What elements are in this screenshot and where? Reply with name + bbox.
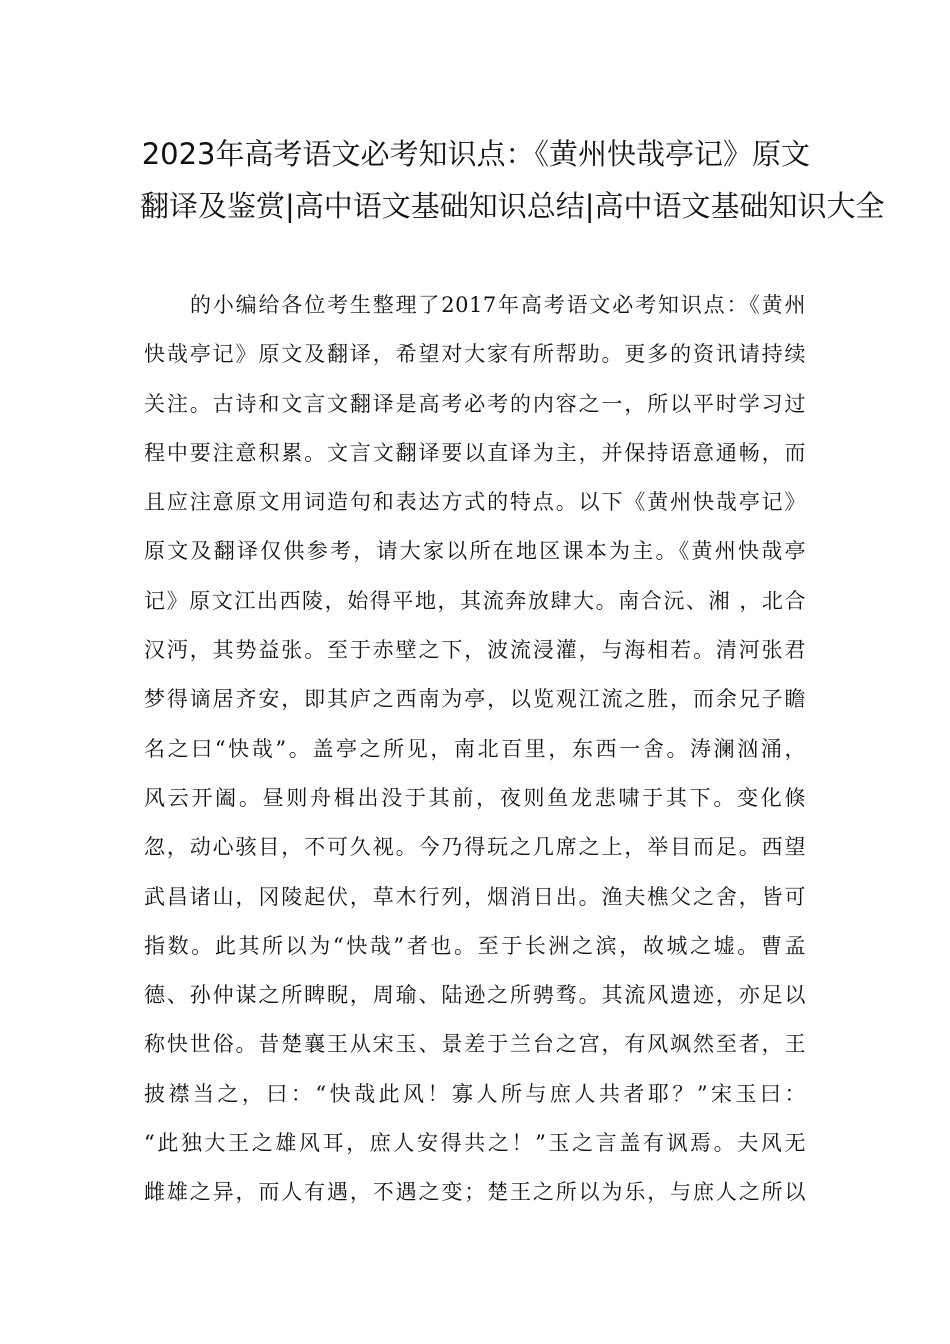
text-line: 的小编给各位考生整理了2017年高考语文必考知识点：《黄州 xyxy=(190,293,806,317)
text-line: 武昌诸山，冈陵起伏，草木行列，烟消日出。渔夫樵父之舍，皆可 xyxy=(144,884,806,909)
title-line-1: 2023年高考语文必考知识点：《黄州快哉亭记》原文 xyxy=(141,137,810,171)
document-title xyxy=(140,128,885,232)
text-line: 汉沔，其势益张。至于赤壁之下，波流浸灌，与海相若。清河张君 xyxy=(144,638,806,663)
title-line-2: 翻译及鉴赏|高中语文基础知识总结|高中语文基础知识大全 xyxy=(140,189,885,223)
text-line: 德、孙仲谋之所睥睨，周瑜、陆逊之所骋骛。其流风遗迹，亦足以 xyxy=(144,983,806,1008)
text-line: 记》原文江出西陵，始得平地，其流奔放肆大。南合沅、湘 ，北合 xyxy=(144,588,806,613)
text-line: 关注。古诗和文言文翻译是高考必考的内容之一，所以平时学习过 xyxy=(144,391,806,416)
text-line: 披襟当之，曰：“快哉此风！寡人所与庶人共者耶？”宋玉曰： xyxy=(144,1081,806,1106)
text-line: 雌雄之异，而人有遇，不遇之变；楚王之所以为乐，与庶人之所以 xyxy=(144,1180,806,1205)
text-line: 指数。此其所以为“快哉”者也。至于长洲之滨，故城之墟。曹孟 xyxy=(144,933,806,958)
text-line: 快哉亭记》原文及翻译，希望对大家有所帮助。更多的资讯请持续 xyxy=(144,342,806,367)
text-line: 称快世俗。昔楚襄王从宋玉、景差于兰台之宫，有风飒然至者，王 xyxy=(144,1032,806,1057)
text-line: 忽，动心骇目，不可久视。今乃得玩之几席之上，举目而足。西望 xyxy=(144,835,806,860)
body-paragraph xyxy=(144,281,806,1218)
text-line: 原文及翻译仅供参考，请大家以所在地区课本为主。《黄州快哉亭 xyxy=(144,539,806,564)
text-line: 风云开阖。昼则舟楫出没于其前，夜则鱼龙悲啸于其下。变化倏 xyxy=(144,785,806,810)
text-line: “此独大王之雄风耳，庶人安得共之！”玉之言盖有讽焉。夫风无 xyxy=(144,1131,806,1156)
text-line: 名之曰“快哉”。盖亭之所见，南北百里，东西一舍。涛澜汹涌， xyxy=(144,736,806,761)
text-line: 且应注意原文用词造句和表达方式的特点。以下《黄州快哉亭记》 xyxy=(144,490,806,515)
text-line: 梦得谪居齐安，即其庐之西南为亭，以览观江流之胜，而余兄子瞻 xyxy=(144,687,806,712)
text-line: 程中要注意积累。文言文翻译要以直译为主，并保持语意通畅，而 xyxy=(144,440,806,465)
